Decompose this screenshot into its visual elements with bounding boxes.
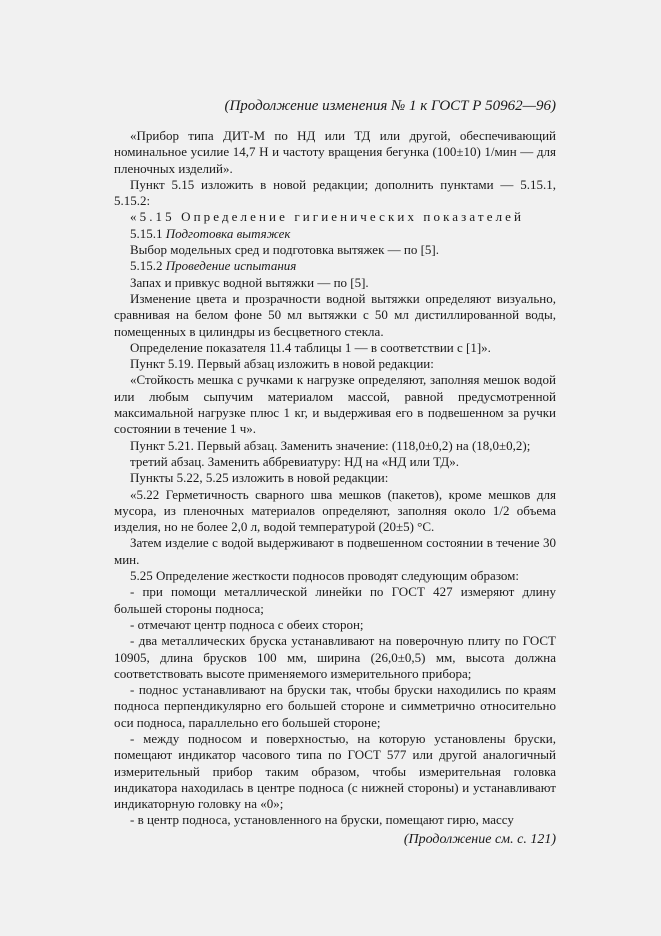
paragraph: «Стойкость мешка с ручками к нагрузке определяют, заполняя мешок водой или любым сыпучим материалом массой, равной предусмотренной максимальной нагрузке плюс 1 кг, и выдерживая его в подвешенном за ручки состоянии в течение 1 ч». bbox=[114, 372, 556, 437]
list-item: - отмечают центр подноса с обеих сторон; bbox=[130, 616, 364, 632]
paragraph: Затем изделие с водой выдерживают в подвешенном состоянии в течение 30 мин. bbox=[114, 535, 556, 567]
paragraph: Определение показателя 11.4 таблицы 1 — в соответствии с [1]». bbox=[130, 339, 491, 355]
paragraph: Пункт 5.21. Первый абзац. Заменить значение: (118,0±0,2) на (18,0±0,2); bbox=[130, 437, 531, 453]
paragraph: 5.25 Определение жесткости подносов проводят следующим образом: bbox=[130, 568, 519, 584]
list-item: - при помощи металлической линейки по ГОСТ 427 измеряют длину большей стороны подноса; bbox=[114, 584, 556, 616]
paragraph: Пункт 5.15 изложить в новой редакции; дополнить пунктами — 5.15.1, 5.15.2: bbox=[114, 176, 556, 209]
page-header: (Продолжение изменения № 1 к ГОСТ Р 50962—96) bbox=[224, 98, 556, 114]
paragraph: Пункты 5.22, 5.25 изложить в новой редакции: bbox=[130, 470, 389, 486]
subsection-heading bbox=[114, 258, 556, 274]
list-item: - два металлических бруска устанавливают на поверочную плиту по ГОСТ 10905, длина брусков 100 мм, ширина (26,0±0,5) мм, высота должна соответствовать высоте применяемого измерительного прибора; bbox=[114, 633, 556, 681]
subsection-heading bbox=[114, 226, 556, 242]
paragraph: Запах и привкус водной вытяжки — по [5]. bbox=[130, 274, 369, 290]
page-footer: (Продолжение см. с. 121) bbox=[403, 831, 556, 847]
paragraph: «Прибор типа ДИТ-М по НД или ТД или другой, обеспечивающий номинальное усилие 14,7 Н и частоту вращения бегунка (100±10) 1/мин — для пленочных изделий». bbox=[114, 128, 556, 176]
subsection-number: 5.15.2 bbox=[130, 258, 163, 274]
page-content bbox=[114, 96, 556, 849]
paragraph: третий абзац. Заменить аббревиатуру: НД на «НД или ТД». bbox=[130, 453, 459, 469]
section-heading: «5.15 Определение гигиенических показателей bbox=[130, 209, 525, 225]
list-item: - поднос устанавливают на бруски так, чтобы бруски находились по краям подноса перпендикулярно его большей стороне и симметрично относительно оси подноса, параллельно его большей стороне; bbox=[114, 682, 556, 730]
paragraph: «5.22 Герметичность сварного шва мешков (пакетов), кроме мешков для мусора, из пленочных материалов определяют, заполняя около 1/2 объема изделия, но не более 2,0 л, водой температурой (20±5) °С. bbox=[114, 486, 556, 535]
subsection-title: Проведение испытания bbox=[165, 258, 297, 274]
paragraph: Пункт 5.19. Первый абзац изложить в новой редакции: bbox=[130, 356, 434, 372]
list-item: - в центр подноса, установленного на бруски, помещают гирю, массу bbox=[130, 812, 514, 828]
subsection-number: 5.15.1 bbox=[130, 225, 163, 241]
paragraph: Изменение цвета и прозрачности водной вытяжки определяют визуально, сравнивая на белом фоне 50 мл вытяжки с 50 мл дистиллированной воды, помещенных в цилиндры из бесцветного стекла. bbox=[114, 290, 556, 339]
subsection-title: Подготовка вытяжек bbox=[165, 225, 291, 241]
paragraph: Выбор модельных сред и подготовка вытяжек — по [5]. bbox=[130, 242, 439, 258]
list-item: - между подносом и поверхностью, на которую установлены бруски, помещают индикатор часового типа по ГОСТ 577 или другой аналогичный измерительный прибор таким образом, чтобы измерительная головка индикатора находилась в центре подноса (с нижней стороны) и устанавливают индикаторную головку на «0»; bbox=[114, 730, 556, 812]
